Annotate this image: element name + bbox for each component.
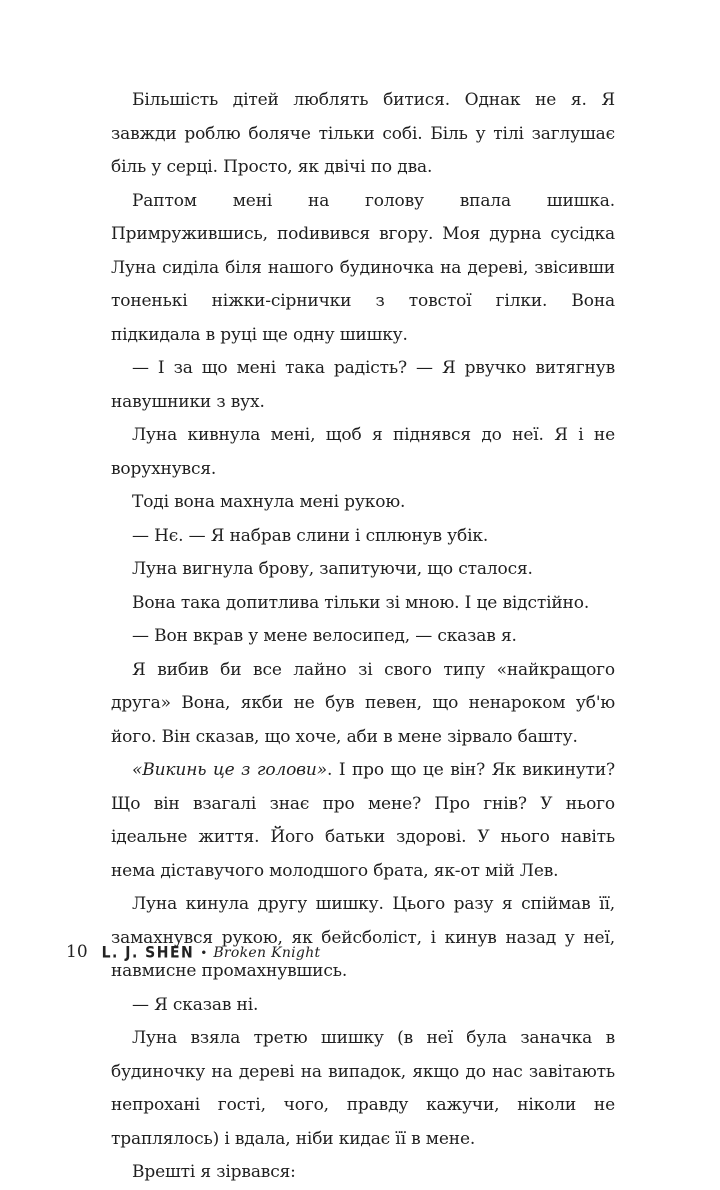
page-footer (66, 942, 320, 972)
paragraph: Я вибив би все лайно зі свого типу «найкращого друга» Вона, якби не був певен, що ненароком уб'ю його. Він сказав, що хоче, аби в мене зірвало башту. (111, 659, 615, 747)
separator-dot: • (200, 946, 208, 960)
paragraph: Вона така допитлива тільки зі мною. І це відстійно. (132, 592, 590, 613)
page-number: 10 (66, 942, 88, 962)
book-title: Broken Knight (213, 945, 321, 961)
paragraph: Луна кивнула мені, щоб я піднявся до неї. Я і не ворухнувся. (111, 425, 615, 479)
paragraph: — Нє. — Я набрав слини і сплюнув убік. (132, 525, 489, 546)
paragraph: Раптом мені на голову впала шишка. Примружившись, поdивився вгору. Моя дурна сусідка Луна сиділа біля нашого будиночка на дереві, звісивши тоненькі ніжки-сірнички з товстої гілки. Вона підкидала в руці ще одну шишку. (111, 190, 615, 345)
italic-quote: «Викинь це з голови» (132, 760, 327, 780)
paragraph-rest: . І про що це він? Як викинути? Що він взагалі знає про мене? Про гнів? У нього ідеальне життя. Його батьки здорові. У нього навіть нема діставучого молодшого брата, як-от мій Лев. (111, 760, 615, 881)
paragraph: Тоді вона махнула мені рукою. (132, 492, 406, 512)
page-body (111, 84, 615, 1190)
paragraph (111, 754, 615, 888)
paragraph: Врешті я зірвався: (132, 1162, 296, 1182)
paragraph: Луна вигнула брову, запитуючи, що сталося. (132, 559, 533, 579)
paragraph: Більшість дітей люблять битися. Однак не я. Я завжди роблю боляче тільки собі. Біль у тілі заглушає біль у серці. Просто, як двічі по два. (111, 90, 615, 177)
paragraph: — Я сказав ні. (132, 994, 259, 1015)
paragraph: — І за що мені така радість? — Я рвучко витягнув навушники з вух. (111, 358, 615, 412)
author-name: L. J. SHEN (101, 943, 195, 963)
paragraph: Луна кинула другу шишку. Цього разу я спіймав її, замахнувся рукою, як бейсболіст, і кинув назад у неї, навмисне промахнувшись. (111, 894, 615, 981)
paragraph: Луна взяла третю шишку (в неї була заначка в будиночку на дереві на випадок, якщо до нас завітають непрохані гості, чого, правду кажучи, ніколи не траплялось) і вдала, ніби кидає її в мене. (111, 1028, 615, 1149)
paragraph: — Вон вкрав у мене велосипед, — сказав я. (132, 626, 517, 646)
